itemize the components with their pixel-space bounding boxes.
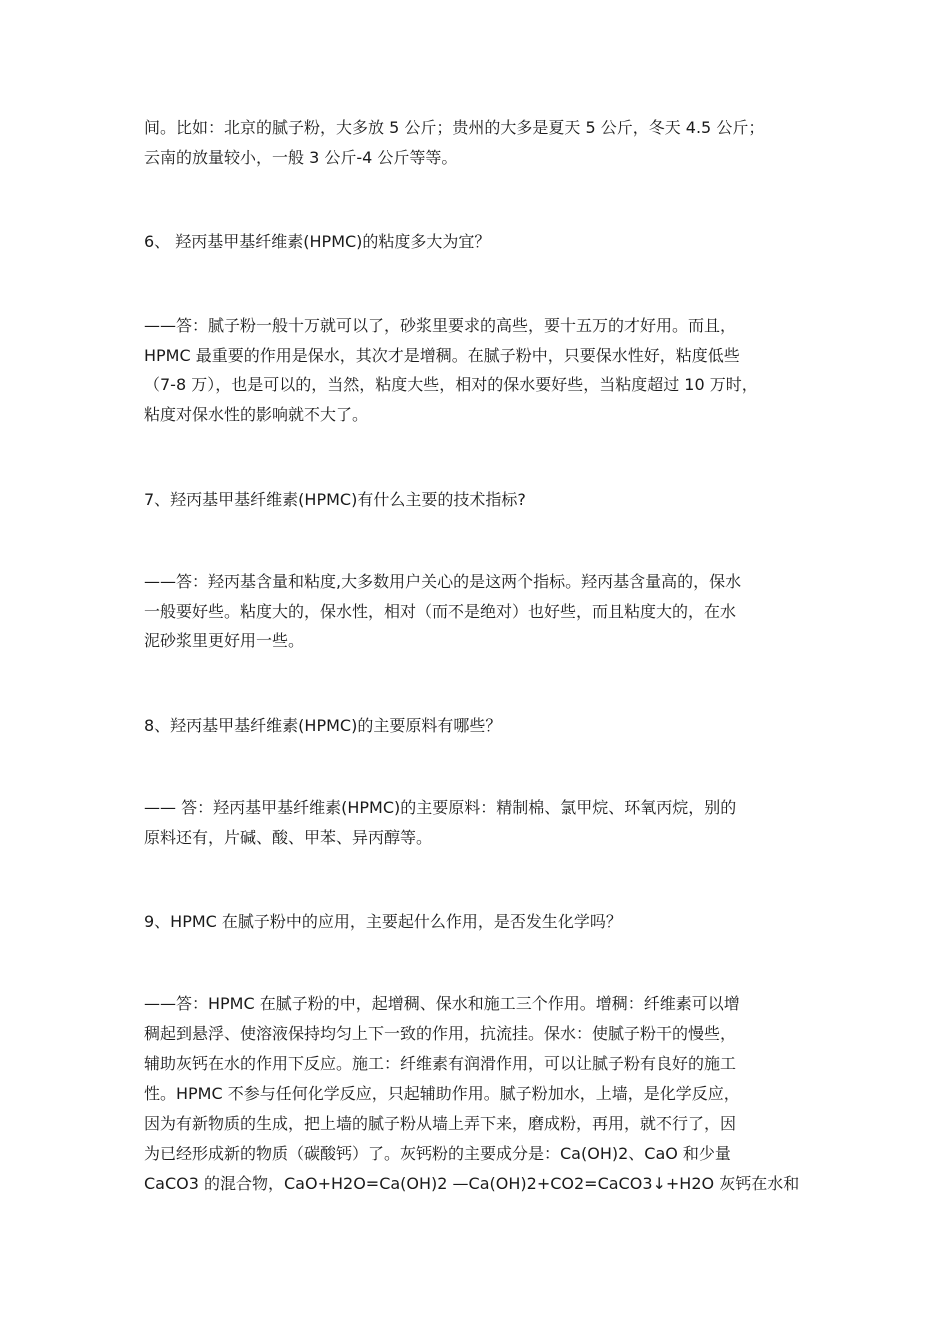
answer-9-line-2: 稠起到悬浮、使溶液保持均匀上下一致的作用，抗流挂。保水：使腻子粉干的慢些， (144, 1024, 737, 1043)
answer-8-line-2: 原料还有，片碱、酸、甲苯、异丙醇等。 (144, 828, 433, 847)
answer-6-line-3: （7-8 万），也是可以的，当然，粘度大些，相对的保水要好些，当粘度超过 10 万时， (144, 375, 758, 394)
answer-7-line-3: 泥砂浆里更好用一些。 (144, 631, 305, 650)
answer-9-line-5: 因为有新物质的生成，把上墙的腻子粉从墙上弄下来，磨成粉，再用，就不行了，因 (144, 1114, 737, 1133)
answer-9-line-1: ——答：HPMC 在腻子粉的中，起增稠、保水和施工三个作用。增稠：纤维素可以增 (144, 994, 740, 1013)
answer-9-line-3: 辅助灰钙在水的作用下反应。施工：纤维素有润滑作用，可以让腻子粉有良好的施工 (144, 1054, 737, 1073)
answer-7-line-1: ——答：羟丙基含量和粘度,大多数用户关心的是这两个指标。羟丙基含量高的，保水 (144, 572, 742, 591)
answer-8-line-1: —— 答：羟丙基甲基纤维素(HPMC)的主要原料：精制棉、氯甲烷、环氧丙烷，别的 (144, 798, 737, 817)
answer-9-line-7: CaCO3 的混合物，CaO+H2O=Ca(OH)2 —Ca(OH)2+CO2=CaCO3↓+H2O 灰钙在水和 (144, 1174, 800, 1193)
answer-9-line-4: 性。HPMC 不参与任何化学反应，只起辅助作用。腻子粉加水，上墙，是化学反应， (144, 1084, 740, 1103)
question-9: 9、HPMC 在腻子粉中的应用，主要起什么作用，是否发生化学吗？ (144, 912, 622, 931)
question-8: 8、羟丙基甲基纤维素(HPMC)的主要原料有哪些？ (144, 716, 502, 735)
answer-6-line-4: 粘度对保水性的影响就不大了。 (144, 405, 369, 424)
intro-line-2: 云南的放量较小，一般 3 公斤-4 公斤等等。 (144, 148, 458, 167)
answer-6-line-2: HPMC 最重要的作用是保水，其次才是增稠。在腻子粉中，只要保水性好，粘度低些 (144, 346, 740, 365)
question-6: 6、 羟丙基甲基纤维素(HPMC)的粘度多大为宜？ (144, 232, 491, 251)
answer-7-line-2: 一般要好些。粘度大的，保水性，相对（而不是绝对）也好些，而且粘度大的，在水 (144, 602, 737, 621)
answer-9-line-6: 为已经形成新的物质（碳酸钙）了。灰钙粉的主要成分是：Ca(OH)2、CaO 和少量 (144, 1144, 731, 1163)
answer-6-line-1: ——答：腻子粉一般十万就可以了，砂浆里要求的高些，要十五万的才好用。而且， (144, 316, 737, 335)
intro-line-1: 间。比如：北京的腻子粉，大多放 5 公斤；贵州的大多是夏天 5 公斤，冬天 4.5 公斤； (144, 118, 765, 137)
question-7: 7、羟丙基甲基纤维素(HPMC)有什么主要的技术指标? (144, 490, 526, 509)
